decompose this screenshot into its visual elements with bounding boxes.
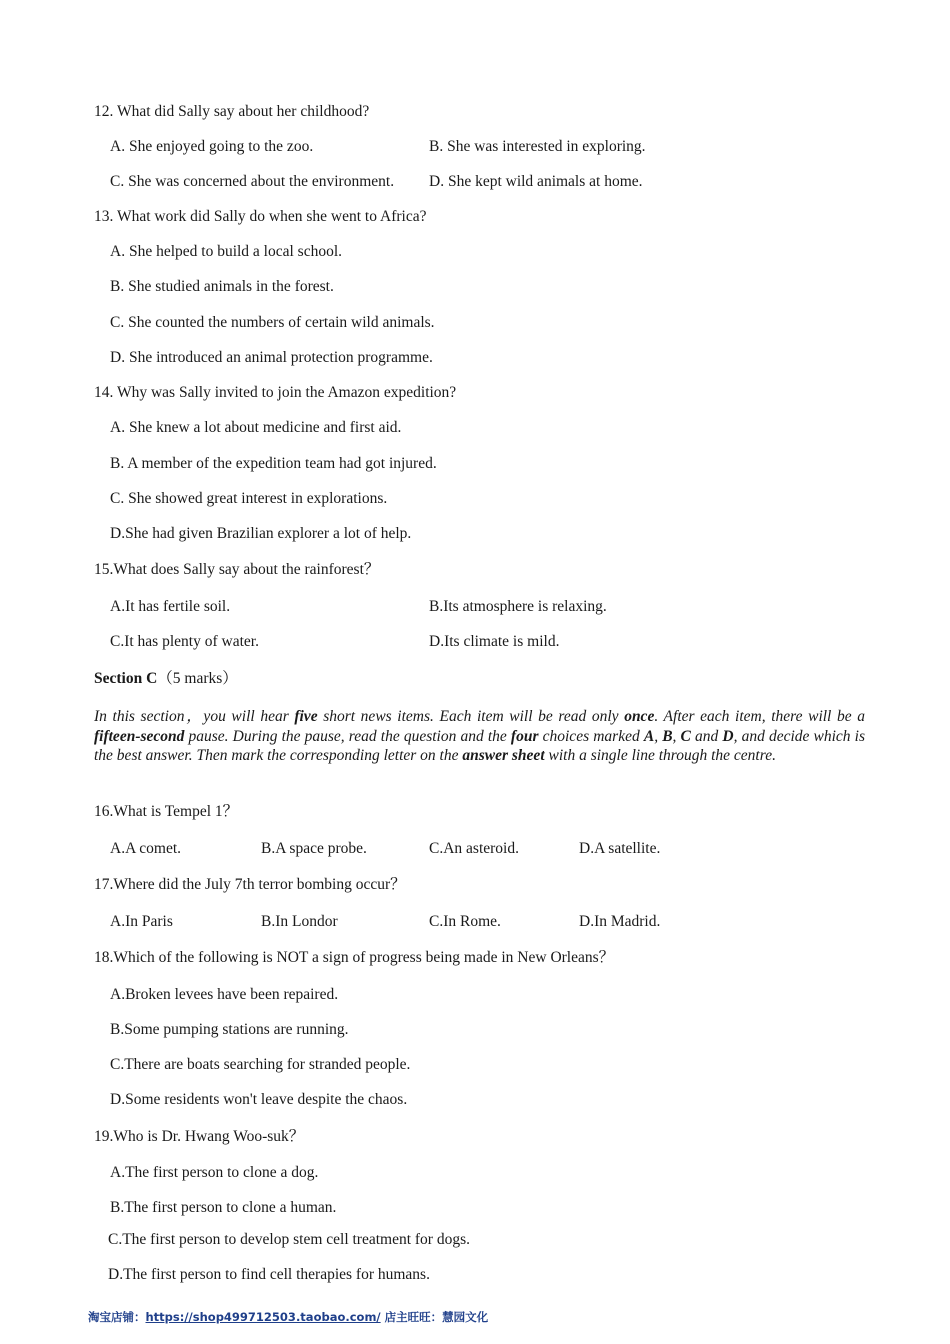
option-12b: B. She was interested in exploring. [429, 138, 646, 155]
option-16a: A.A comet. [110, 840, 182, 857]
question-15: 15.What does Sally say about the rainforest？ [94, 561, 380, 578]
question-19: 19.Who is Dr. Hwang Woo-suk？ [94, 1128, 305, 1145]
question-17: 17.Where did the July 7th terror bombing occur？ [94, 876, 406, 893]
question-18: 18.Which of the following is NOT a sign of progress being made in New Orleans？ [94, 949, 615, 966]
option-13b: B. She studied animals in the forest. [110, 278, 334, 295]
option-17d: D.In Madrid. [579, 913, 661, 930]
option-17c: C.In Rome. [429, 913, 501, 930]
option-14a: A. She knew a lot about medicine and first aid. [110, 419, 402, 436]
option-18b: B.Some pumping stations are running. [110, 1021, 349, 1038]
option-18d: D.Some residents won't leave despite the chaos. [110, 1091, 408, 1108]
option-19b: B.The first person to clone a human. [110, 1199, 337, 1216]
footer-owner: 店主旺旺：慧园文化 [380, 1310, 489, 1324]
option-13c: C. She counted the numbers of certain wild animals. [110, 314, 435, 331]
option-15c: C.It has plenty of water. [110, 633, 259, 650]
option-15a: A.It has fertile soil. [110, 598, 231, 615]
option-19d: D.The first person to find cell therapies for humans. [108, 1266, 430, 1283]
option-14c: C. She showed great interest in explorations. [110, 490, 388, 507]
option-12c: C. She was concerned about the environment. [110, 173, 395, 190]
question-12: 12. What did Sally say about her childhood? [94, 103, 370, 120]
footer-shop-label: 淘宝店铺： [88, 1310, 146, 1324]
option-15d: D.Its climate is mild. [429, 633, 560, 650]
option-15b: B.Its atmosphere is relaxing. [429, 598, 607, 615]
option-19a: A.The first person to clone a dog. [110, 1164, 319, 1181]
option-17a: A.In Paris [110, 913, 173, 930]
option-16d: D.A satellite. [579, 840, 661, 857]
question-14: 14. Why was Sally invited to join the Amazon expedition? [94, 384, 457, 401]
option-17b: B.In Londor [261, 913, 338, 930]
section-c-title: Section C [94, 670, 158, 687]
option-14d: D.She had given Brazilian explorer a lot of help. [110, 525, 412, 542]
option-13d: D. She introduced an animal protection programme. [110, 349, 433, 366]
option-14b: B. A member of the expedition team had got injured. [110, 455, 437, 472]
question-13: 13. What work did Sally do when she went to Africa? [94, 208, 427, 225]
section-c-marks: （5 marks） [157, 670, 238, 687]
page-footer [88, 1309, 488, 1325]
option-19c: C.The first person to develop stem cell treatment for dogs. [108, 1231, 471, 1248]
option-12a: A. She enjoyed going to the zoo. [110, 138, 314, 155]
option-18c: C.There are boats searching for stranded people. [110, 1056, 411, 1073]
section-c-heading [94, 669, 238, 689]
question-16: 16.What is Tempel 1？ [94, 803, 239, 820]
option-16c: C.An asteroid. [429, 840, 519, 857]
shop-link[interactable]: https://shop499712503.taobao.com/ [145, 1310, 381, 1324]
option-16b: B.A space probe. [261, 840, 367, 857]
option-12d: D. She kept wild animals at home. [429, 173, 643, 190]
option-18a: A.Broken levees have been repaired. [110, 986, 339, 1003]
section-c-instructions: In this section，you will hear five short news items. Each item will be read only once. After each item, there will be a fifteen-second pause. During the pause, read the question and the four choices marked A, B, C and D, and decide which is the best answer. Then mark the corresponding letter on the answer sheet with a single line through the centre. [94, 708, 866, 764]
option-13a: A. She helped to build a local school. [110, 243, 343, 260]
